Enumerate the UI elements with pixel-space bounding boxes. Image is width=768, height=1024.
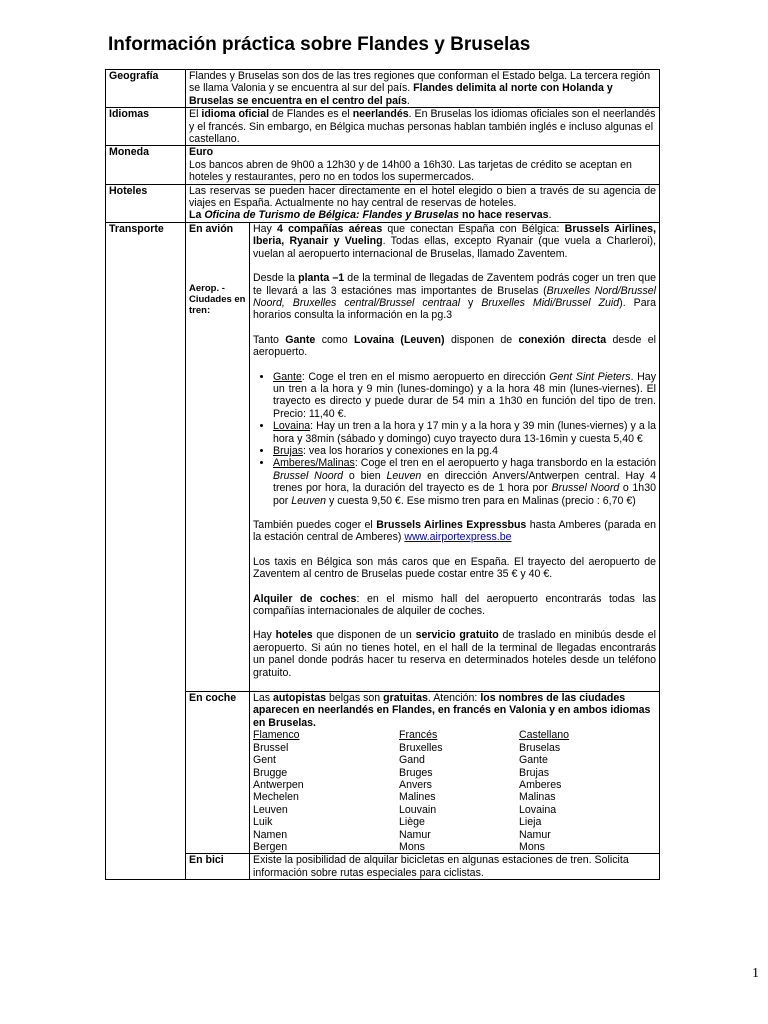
row-geografia xyxy=(106,70,660,108)
table-row: Namen Namur Namur xyxy=(253,828,551,841)
page-title: Información práctica sobre Flandes y Bruselas xyxy=(108,34,531,55)
table-row: Gent Gand Gante xyxy=(253,754,548,767)
table-row: Antwerpen Anvers Amberes xyxy=(253,778,562,791)
list-item-lovaina: • Lovaina: Hay un tren a la hora y 17 min y a la hora y 39 min (lunes-viernes) y a la hora y 38min (sábado y domingo) cuyo trayecto dura 13-16min y cuesta 5,40 € xyxy=(273,420,656,445)
label-geografia: Geografía xyxy=(106,70,186,108)
row-idiomas xyxy=(106,108,660,146)
text-geografia: Flandes y Bruselas son dos de las tres regiones que conforman el Estado belga. La tercera región se llama Valonia y se encuentra al sur del país. Flandes delimita al norte con Holanda y Bruselas se encuentra en el centro del país. xyxy=(186,70,660,108)
table-row: Mechelen Malines Malinas xyxy=(253,791,556,804)
row-hoteles xyxy=(106,184,660,222)
list-item-brujas: • Brujas: vea los horarios y conexiones en la pg.4 xyxy=(273,445,656,457)
text-hoteles: Las reservas se pueden hacer directamente en el hotel elegido o bien a través de su agencia de viajes en España. Actualmente no hay central de reservas de hoteles. La Oficina de Turismo de Bélgica: Flandes y Bruselas no hace reservas. xyxy=(186,184,660,222)
city-connections-list xyxy=(253,371,656,507)
city-names-table xyxy=(253,729,569,853)
label-en-bici: En bici xyxy=(186,854,250,880)
label-en-coche: En coche xyxy=(186,692,250,854)
list-item-gante: • Gante: Coge el tren en el mismo aeropuerto en dirección Gent Sint Pieters. Hay un tren a la hora y 9 min (lunes-domingo) y a la hora 48 min (lunes-viernes). El trayecto es directo y puede durar de 54 min a 1h30 en función del tipo de tren. Precio: 11,40 €. xyxy=(273,371,656,421)
info-table xyxy=(105,69,660,880)
currency-name: Euro xyxy=(189,146,214,159)
table-row: Luik Liège Lieja xyxy=(253,816,542,829)
text-idiomas: El idioma oficial de Flandes es el neerlandés. En Bruselas los idiomas oficiales son el neerlandés y el francés. Sin embargo, en Bélgica muchas personas hablan también inglés e incluso algunas el castellano. xyxy=(186,108,660,146)
city-table-header: Flamenco Francés Castellano xyxy=(253,729,570,742)
label-idiomas: Idiomas xyxy=(106,108,186,146)
table-row: Brugge Bruges Brujas xyxy=(253,766,550,779)
label-moneda: Moneda xyxy=(106,146,186,184)
row-transporte-coche xyxy=(106,692,660,854)
row-moneda xyxy=(106,146,660,184)
table-row: Leuven Louvain Lovaina xyxy=(253,803,557,816)
row-transporte-avion xyxy=(106,222,660,691)
table-row: Brussel Bruxelles Bruselas xyxy=(253,741,561,754)
label-en-avion: En avión Aerop. - Ciudades en tren: xyxy=(186,222,250,691)
text-moneda: Euro Los bancos abren de 9h00 a 12h30 y de 14h00 a 16h30. Las tarjetas de crédito se aceptan en hoteles y restaurantes, pero no en todos los supermercados. xyxy=(186,146,660,184)
label-transporte: Transporte xyxy=(106,222,186,879)
airportexpress-link[interactable]: www.airportexpress.be xyxy=(404,531,512,544)
table-row: Bergen Mons Mons xyxy=(253,840,545,853)
row-transporte-bici xyxy=(106,854,660,880)
text-en-coche: Las autopistas belgas son gratuitas. Atención: los nombres de las ciudades aparecen en neerlandés en Flandes, en francés en Valonia y en ambos idiomas en Bruselas. Flamenco Francés Castellano Brussel Bruxelles Bruselas Gent Gand Gante Brugge Bruges Brujas Antwerpen Anvers Amberes Mechelen Malines Malinas Leuven Louvain Lovaina Luik Liège Lieja Namen Namur Namur Bergen Mons Mons xyxy=(250,692,660,854)
label-aerop-ciudades: Aerop. - Ciudades en tren: xyxy=(189,283,246,317)
label-hoteles: Hoteles xyxy=(106,184,186,222)
page-number: 1 xyxy=(752,966,759,981)
text-en-avion: Hay 4 compañías aéreas que conectan España con Bélgica: Brussels Airlines, Iberia, Ryanair y Vueling. Todas ellas, excepto Ryanair (que vuela a Charleroi), vuelan al aeropuerto internacional de Bruselas, llamado Zaventem. Desde la planta –1 de la terminal de llegadas de Zaventem podrás coger un tren que te llevará a las 3 estaciónes mas importantes de Bruselas (Bruxelles Nord/Brussel Noord, Bruxelles central/Brussel centraal y Bruxelles Midi/Brussel Zuid). Para horarios consulta la información en la pg.3 Tanto Gante como Lovaina (Leuven) disponen de conexión directa desde el aeropuerto. • Gante: Coge el tren en el mismo aeropuerto en dirección Gent Sint Pieters. Hay un tren a la hora y 9 min (lunes-domingo) y a la hora 48 min (lunes-viernes). El trayecto es directo y puede durar de 54 min a 1h30 en función del tipo de tren. Precio: 11,40 €. • Lovaina: Hay un tren a la hora y 17 min y a la hora y 39 min (lunes-viernes) y a la hora y 38min (sábado y domingo) cuyo trayecto dura 13-16min y cuesta 5,40 € • Brujas: vea los horarios y conexiones en la pg.4 • Amberes/Malinas: Coge el tren en el aeropuerto y haga transbordo en la estación Brussel Noord o bien Leuven en dirección Anvers/Antwerpen central. Hay 4 trenes por hora, la duración del trayecto es de 1 hora por Brussel Noord o 1h30 por Leuven y cuesta 9,50 €. Ese mismo tren para en Malinas (precio : 6,70 €) También puedes coger el Brussels Airlines Expressbus hasta Amberes (parada en la estación central de Amberes) www.airportexpress.be Los taxis en Bélgica son más caros que en España. El trayecto del aeropuerto de Zaventem al centro de Bruselas puede costar entre 35 € y 40 €. Alquiler de coches: en el mismo hall del aeropuerto encontrarás todas las compañías internacionales de alquiler de coches. Hay hoteles que disponen de un servicio gratuito de traslado en minibús desde el aeropuerto. Si aún no tienes hotel, en el hall de la terminal de llegadas encontrarás un panel donde podrás hacer tu reserva en determinados hoteles desde un teléfono gratuito. xyxy=(250,222,660,691)
text-en-bici: Existe la posibilidad de alquilar bicicletas en algunas estaciones de tren. Solicita información sobre rutas especiales para ciclistas. xyxy=(250,854,660,880)
list-item-amberes-malinas: • Amberes/Malinas: Coge el tren en el aeropuerto y haga transbordo en la estación Brussel Noord o bien Leuven en dirección Anvers/Antwerpen central. Hay 4 trenes por hora, la duración del trayecto es de 1 hora por Brussel Noord o 1h30 por Leuven y cuesta 9,50 €. Ese mismo tren para en Malinas (precio : 6,70 €) xyxy=(273,457,656,507)
